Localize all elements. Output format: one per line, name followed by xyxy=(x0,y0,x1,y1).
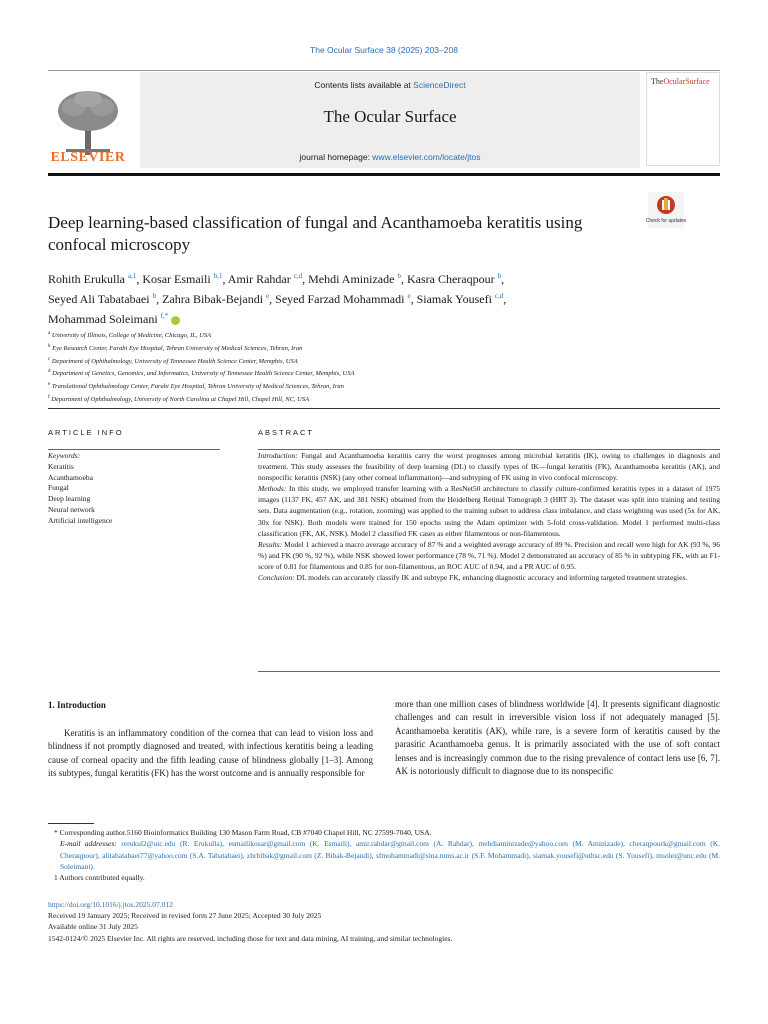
footnotes xyxy=(48,827,720,883)
introduction-right-column: more than one million cases of blindness worldwide [4]. It presents significant diagnostic challenges and can result in irreversible vision loss if not adequately managed [5]. Acanthamoeba keratitis (AK), while rare, is a severe form of keratitis caused by the parasitic Acanthamoeba genus. It is primarily associated with the use of soft contact lenses and is increasingly common due to the rising prevalence of contact lens use [6, 7]. AK is notoriously difficult to diagnose due to its nonspecific xyxy=(395,699,720,777)
elsevier-wordmark: ELSEVIER xyxy=(50,150,126,165)
sciencedirect-link[interactable]: ScienceDirect xyxy=(413,80,466,90)
affiliations xyxy=(48,329,728,406)
abstract-heading: ABSTRACT xyxy=(258,428,315,437)
authors-line-2: Seyed Ali Tabatabaei $^b$, Zahra Bibak-Bejandi $^e$, Seyed Farzad Mohammadi $^e$, Siamak Yousefi $^{c,d}$, xyxy=(48,292,507,306)
article-info-underline xyxy=(48,449,220,450)
keyword-item: Artificial intelligence xyxy=(48,515,113,525)
keywords-block xyxy=(48,451,228,527)
abstract-conclusion: Conclusion: DL models can accurately classify IK and subtype FK, enhancing diagnostic accuracy and informing targeted treatment strategies. xyxy=(258,573,688,583)
homepage-line xyxy=(140,152,640,162)
keyword-item: Deep learning xyxy=(48,494,91,504)
affil-marker: a,1 xyxy=(128,272,137,280)
affiliation-a: $^a$ University of Illinois, College of Medicine, Chicago, IL, USA xyxy=(48,331,212,340)
paper-title: Deep learning-based classification of fungal and Acanthamoeba keratitis using confocal microscopy xyxy=(48,213,583,254)
check-updates-label: Check for updates xyxy=(645,218,687,224)
homepage-prefix: journal homepage: xyxy=(299,152,373,162)
abstract-methods: Methods: In this study, we employed transfer learning with a ResNet50 architecture to classify culture-confirmed keratitis types in a dataset of 1975 images (1137 FK, 457 AK, and 381 NSK) obtained from the Heidelberg Retinal Tomograph 3 (HRT 3). The dataset was split into training and testing sets. Data augmentation (e.g., rotation, zooming) was applied to the training subset to address class imbalance, and class weighting was used (5x for AK, 30x for NSK). Both models were trained for 150 epochs using the Adam optimizer with 5-fold cross-validation. Model 1 performed multi-class classification (FK, AK, NSK). Model 2 classified FK cases as either filamentous or non-filamentous. xyxy=(258,484,720,538)
abstract-results: Results: Model 1 achieved a macro average accuracy of 87 % and a weighted average accuracy of 89 %. Precision and recall were high for AK (93 %, 96 %) and FK (90 %, 92 %), while NSK showed lower performance (78 %, 71 %). Model 2 demonstrated an accuracy of 85 % in subtyping FK, with an F1-score of 0.81 for filamentous and 0.85 for non-filamentous, an ROC AUC of 0.94, and a PR AUC of 0.95. xyxy=(258,539,720,571)
keyword-item: Neural network xyxy=(48,504,95,514)
authors-line-3: Mohammad Soleimani $^{f,*}$ xyxy=(48,308,728,328)
article-info-heading: ARTICLE INFO xyxy=(48,428,124,437)
contents-prefix: Contents lists available at xyxy=(314,80,414,90)
author-list xyxy=(48,268,728,328)
contents-line xyxy=(140,80,640,90)
footnote-rule xyxy=(48,823,94,824)
affiliation-f: $^f$ Department of Ophthalmology, University of North Carolina at Chapel Hill, Chapel Hill, NC, USA xyxy=(48,394,310,403)
affiliation-b: $^b$ Eye Research Center, Farabi Eye Hospital, Tehran University of Medical Sciences, Tehran, Iran xyxy=(48,343,303,352)
affiliation-c: $^c$ Department of Ophthalmology, University of Tennessee Health Science Center, Memphis, USA xyxy=(48,356,298,365)
journal-cover-thumbnail[interactable] xyxy=(646,72,720,166)
authors-line-1: Rohith Erukulla $^{a,1}$, Kosar Esmaili $^{b,1}$, Amir Rahdar $^{c,d}$, Mehdi Aminizade $^b$, Kasra Cheraqpour $^b$, xyxy=(48,272,505,286)
affiliation-d: $^d$ Department of Genetics, Genomics, and Informatics, University of Tennessee Health Science Center, Memphis, USA xyxy=(48,369,355,378)
keyword-item: Fungal xyxy=(48,483,69,493)
affiliation-e: $^e$ Translational Ophthalmology Center, Farabi Eye Hospital, Tehran University of Medical Sciences, Tehran, Iran xyxy=(48,382,344,391)
keyword-item: Keratitis xyxy=(48,461,74,471)
keyword-item: Acanthamoeba xyxy=(48,472,93,482)
received-dates: Received 19 January 2025; Received in revised form 27 June 2025; Accepted 30 July 2025 xyxy=(48,911,322,921)
check-for-updates-icon[interactable] xyxy=(645,192,687,228)
keywords-heading: Keywords: xyxy=(48,451,81,460)
journal-reference[interactable]: The Ocular Surface 38 (2025) 203–208 xyxy=(310,45,458,55)
abstract-bottom-rule xyxy=(258,671,720,672)
article-history xyxy=(48,899,720,944)
journal-homepage-link[interactable]: www.elsevier.com/locate/jtos xyxy=(372,152,481,162)
cover-title: TheOcularSurface xyxy=(651,77,710,86)
doi-link[interactable]: https://doi.org/10.1016/j.jtos.2025.07.012 xyxy=(48,900,173,909)
email-addresses: E-mail addresses: rerukul2@uic.edu (R. Erukulla), esmailikosar@gmail.com (K. Esmaili), amir.rahdar@gmail.com (A. Rahdar), mehdiaminizade@yahoo.com (M. Aminizade), cheraqpourk@gmail.com (K. Cheraqpour), alitabatabaei77@yahoo.com (S.A. Tabatabaei), zhrbibak@gmail.com (Z. Bibak-Bejandi), sfmohammadi@sina.tums.ac.ir (S.F. Mohammadi), siamak.yousefi@uthsc.edu (S. Yousefi), msolei@unc.edu (M. Soleimani). xyxy=(60,839,720,871)
introduction-heading: 1. Introduction xyxy=(48,700,106,710)
equal-contribution-note: 1 Authors contributed equally. xyxy=(54,873,145,883)
header-bottom-rule xyxy=(48,173,720,176)
orcid-icon[interactable] xyxy=(171,316,180,325)
article-info-rule xyxy=(48,408,720,409)
corresponding-author-note: * Corresponding author.5160 Bioinformatics Building 130 Mason Farm Road, CB #7040 Chapel Hill, NC 27599-7040, USA. xyxy=(54,828,432,837)
abstract-introduction: Introduction: Fungal and Acanthamoeba keratitis carry the worst prognoses among microbial keratitis (IK), owing to challenges in diagnosis and treatment. This study assesses the feasibility of deep learning (DL) to classify types of IK—fungal keratitis (FK), Acanthamoeba keratitis (AK), and nonspecific keratitis (NSK) (any other corneal inflammation)—and subtyping of FK using in vivo confocal microscopy. xyxy=(258,451,720,483)
abstract-text xyxy=(258,450,720,583)
introduction-left-column: Keratitis is an inflammatory condition of the cornea that can lead to vision loss and blindness if not promptly diagnosed and treated, with infectious keratitis being a leading cause of corneal opacity and the fifth leading cause of blindness globally [1–3]. Among its subtypes, fungal keratitis (FK) has the worst outcome and is annually responsible for xyxy=(48,728,373,779)
journal-title: The Ocular Surface xyxy=(323,107,457,126)
copyright-line: 1542-0124/© 2025 Elsevier Inc. All rights are reserved, including those for text and data mining, AI training, and similar technologies. xyxy=(48,933,453,943)
header-top-rule xyxy=(48,70,720,71)
available-online: Available online 31 July 2025 xyxy=(48,922,138,932)
